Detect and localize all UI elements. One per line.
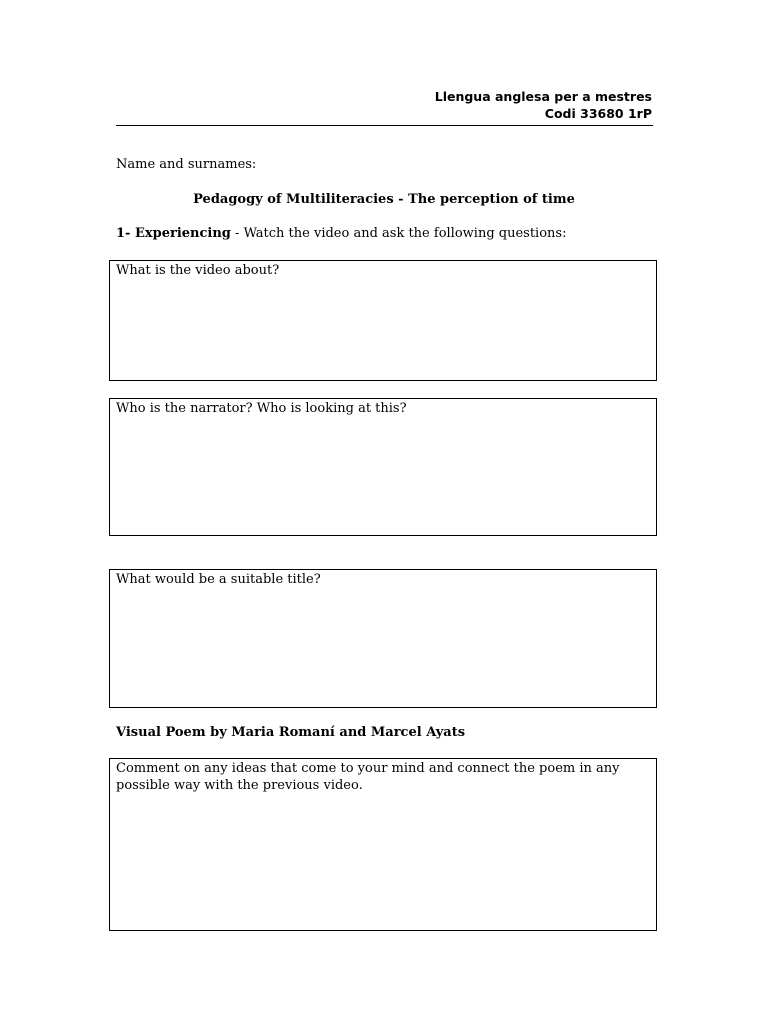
course-code: Codi 33680 1rP — [544, 106, 652, 121]
question-title: What would be a suitable title? — [116, 572, 321, 587]
question-video-about: What is the video about? — [116, 263, 280, 278]
answer-box-title[interactable] — [109, 569, 657, 708]
question-poem-comment: Comment on any ideas that come to your mind and connect the poem in any possible way with the previous video. — [116, 761, 620, 793]
section-2-heading: Visual Poem by Maria Romaní and Marcel Ayats — [116, 725, 466, 740]
page-title: Pedagogy of Multiliteracies - The perception of time — [193, 192, 575, 207]
question-narrator: Who is the narrator? Who is looking at this? — [116, 401, 407, 416]
header-divider — [116, 125, 653, 126]
name-label: Name and surnames: — [116, 157, 257, 172]
document-header — [116, 88, 652, 122]
course-name: Llengua anglesa per a mestres — [434, 89, 652, 104]
section-1-heading: 1- Experiencing — [116, 226, 231, 241]
answer-box-video-about[interactable] — [109, 260, 657, 381]
answer-box-narrator[interactable] — [109, 398, 657, 536]
section-1-text: - Watch the video and ask the following questions: — [230, 226, 567, 241]
section-1-instruction — [116, 225, 566, 243]
answer-box-poem-comment[interactable] — [109, 758, 657, 931]
